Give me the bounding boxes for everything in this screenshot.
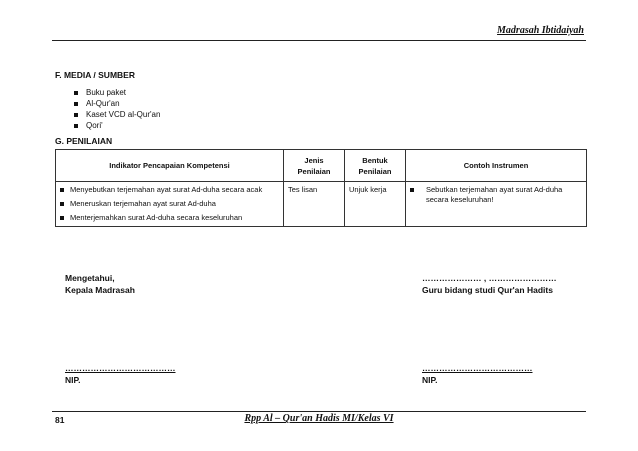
- list-item: Qori': [74, 120, 160, 131]
- bullet-icon: [60, 202, 64, 206]
- bullet-icon: [74, 102, 78, 106]
- jenis-cell: Tes lisan: [284, 182, 345, 227]
- footer-title: Rpp Al – Qur'an Hadis MI/Kelas VI: [244, 413, 394, 424]
- kepala-madrasah-label: Kepala Madrasah: [65, 285, 135, 295]
- header-title: Madrasah Ibtidaiyah: [497, 25, 584, 36]
- footer-rule: [52, 411, 586, 412]
- list-item: Meneruskan terjemahan ayat surat Ad-duha: [60, 199, 279, 209]
- table-header-row: [56, 150, 587, 182]
- indikator-cell: [56, 182, 284, 227]
- bullet-icon: [74, 113, 78, 117]
- list-item: Menterjemahkan surat Ad-duha secara keseluruhan: [60, 213, 279, 223]
- contoh-cell: [406, 182, 587, 227]
- penilaian-table: [55, 149, 587, 227]
- mengetahui-label: Mengetahui,: [65, 273, 115, 283]
- bullet-icon: [74, 91, 78, 95]
- table-row: [56, 182, 587, 227]
- col-contoh: Contoh Instrumen: [406, 150, 587, 182]
- left-nip-label: NIP.: [65, 375, 81, 385]
- media-list: [74, 87, 160, 131]
- signature-right: [422, 272, 557, 296]
- signature-left: [65, 272, 135, 296]
- list-item: Sebutkan terjemahan ayat surat Ad-duha secara keseluruhan!: [410, 185, 582, 205]
- list-item: Menyebutkan terjemahan ayat surat Ad-duha secara acak: [60, 185, 279, 195]
- list-item: Kaset VCD al-Qur'an: [74, 109, 160, 120]
- bullet-icon: [410, 188, 414, 192]
- list-item: Buku paket: [74, 87, 160, 98]
- col-indikator: Indikator Pencapaian Kompetensi: [56, 150, 284, 182]
- place-date-line: ………………… , ……………………: [422, 273, 557, 283]
- left-signature-line: …………………………………: [65, 363, 176, 373]
- media-heading: F. MEDIA / SUMBER: [55, 70, 135, 80]
- bentuk-cell: Unjuk kerja: [345, 182, 406, 227]
- bullet-icon: [60, 188, 64, 192]
- signature-left-bottom: [65, 362, 176, 386]
- list-item: Al-Qur'an: [74, 98, 160, 109]
- right-signature-line: …………………………………: [422, 363, 533, 373]
- col-jenis: Jenis Penilaian: [284, 150, 345, 182]
- col-bentuk: Bentuk Penilaian: [345, 150, 406, 182]
- penilaian-heading: G. PENILAIAN: [55, 136, 113, 146]
- right-nip-label: NIP.: [422, 375, 438, 385]
- signature-right-bottom: [422, 362, 533, 386]
- bullet-icon: [60, 216, 64, 220]
- bullet-icon: [74, 124, 78, 128]
- guru-label: Guru bidang studi Qur'an Hadits: [422, 285, 553, 295]
- header-rule: [52, 40, 586, 41]
- page-number: 81: [55, 415, 65, 425]
